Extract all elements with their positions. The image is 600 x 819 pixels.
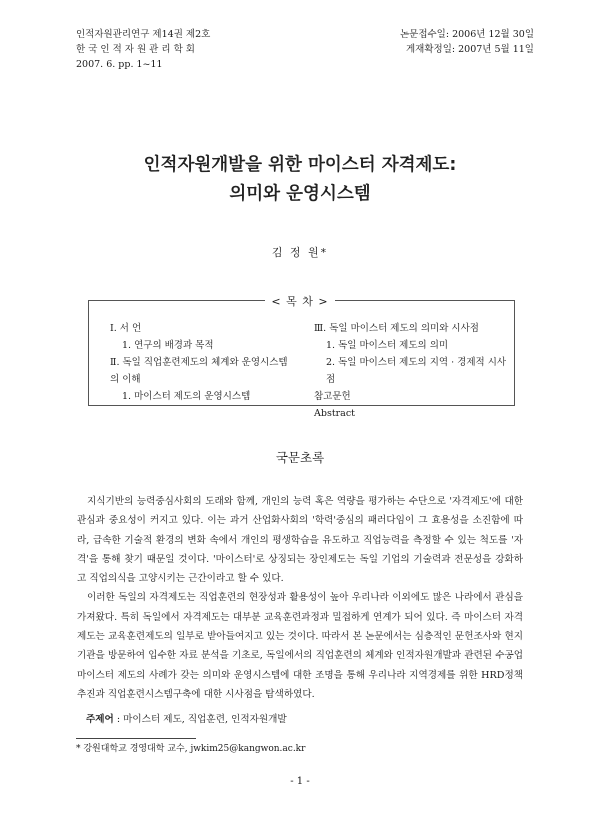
toc-entry: 2. 독일 마이스터 제도의 지역 · 경제적 시사점 bbox=[326, 357, 507, 385]
toc-label: < 목 차 > bbox=[0, 293, 600, 309]
abstract-paragraph-1: 지식기반의 능력중심사회의 도래와 함께, 개인의 능력 혹은 역량을 평가하는 수단으로 '자격제도'에 대한 관심과 중요성이 커지고 있다. 이는 과거 산업화사회의 '학력'중심의 패러다임이 그 효용성을 소진함에 따라, 급속한 기술적 환경의 변화 속에서 개인의 평생학습을 유도하고 직업능력을 측정할 수 있는 척도를 '자격'을 통해 찾기 때문일 것이다. '마이스터'로 상징되는 장인제도는 독일 기업의 기술력과 전문성을 강화하고 직업의식을 고양시키는 근간이라고 할 수 있다. bbox=[77, 496, 523, 585]
paper-title-line1: 인적자원개발을 위한 마이스터 자격제도: bbox=[143, 155, 457, 175]
society-name: 한 국 인 적 자 원 관 리 학 회 bbox=[76, 44, 195, 55]
received-date: 논문접수일: 2006년 12월 30일 bbox=[399, 29, 534, 40]
abstract-heading: 국문초록 bbox=[275, 450, 325, 465]
issue-pages: 2007. 6. pp. 1~11 bbox=[76, 59, 163, 70]
journal-info bbox=[76, 27, 316, 72]
toc-entry: Ⅰ. 서 언 bbox=[110, 323, 142, 334]
toc-entry: Ⅱ. 독일 직업훈련제도의 체계와 운영시스템 bbox=[110, 357, 288, 368]
abstract-body bbox=[77, 492, 523, 704]
abstract-paragraph-2: 이러한 독일의 자격제도는 직업훈련의 현장성과 활용성이 높아 우리나라 이외에도 많은 나라에서 관심을 가져왔다. 특히 독일에서 자격제도는 대부분 교육훈련과정과 밀접하게 연계가 되어 있다. 즉 마이스터 자격제도는 교육훈련제도의 일부로 받아들여지고 있는 것이다. 따라서 본 논문에서는 심층적인 문헌조사와 현지기관을 방문하여 입수한 자료 분석을 기초로, 독일에서의 직업훈련의 체계와 인적자원개발과 관련된 수공업 마이스터 제도의 사례가 갖는 의미와 운영시스템에 대한 조명을 통해 우리나라 지역경제를 위한 HRD정책추진과 직업훈련시스템구축에 대한 시사점을 탐색하였다. bbox=[77, 592, 523, 700]
footnote-divider bbox=[76, 738, 196, 739]
accepted-date: 게재확정일: 2007년 5월 11일 bbox=[406, 44, 534, 55]
toc-entry: 1. 독일 마이스터 제도의 의미 bbox=[326, 340, 449, 351]
toc-entry: 1. 마이스터 제도의 운영시스템 bbox=[122, 391, 251, 402]
journal-name: 인적자원관리연구 제14권 제2호 bbox=[76, 29, 211, 40]
toc-entry: 참고문헌 bbox=[314, 391, 351, 402]
toc-entry: 1. 연구의 배경과 목적 bbox=[122, 340, 214, 351]
submission-dates bbox=[384, 27, 534, 57]
keywords bbox=[86, 711, 287, 725]
toc-entry: 의 이해 bbox=[110, 374, 141, 385]
keywords-label: 주제어 bbox=[86, 714, 114, 725]
author-footnote: * 강원대학교 경영대학 교수, jwkim25@kangwon.ac.kr bbox=[76, 744, 306, 754]
keywords-list: : 마이스터 제도, 직업훈련, 인적자원개발 bbox=[113, 714, 287, 725]
paper-title-line2: 의미와 운영시스템 bbox=[229, 184, 371, 204]
toc-right-column bbox=[304, 320, 514, 422]
toc-left-column bbox=[100, 320, 310, 405]
toc-entry: Ⅲ. 독일 마이스터 제도의 의미와 시사점 bbox=[314, 323, 479, 334]
author-name: 김 정 원* bbox=[271, 246, 329, 259]
page-number: - 1 - bbox=[290, 776, 310, 787]
toc-entry: Abstract bbox=[314, 408, 355, 419]
